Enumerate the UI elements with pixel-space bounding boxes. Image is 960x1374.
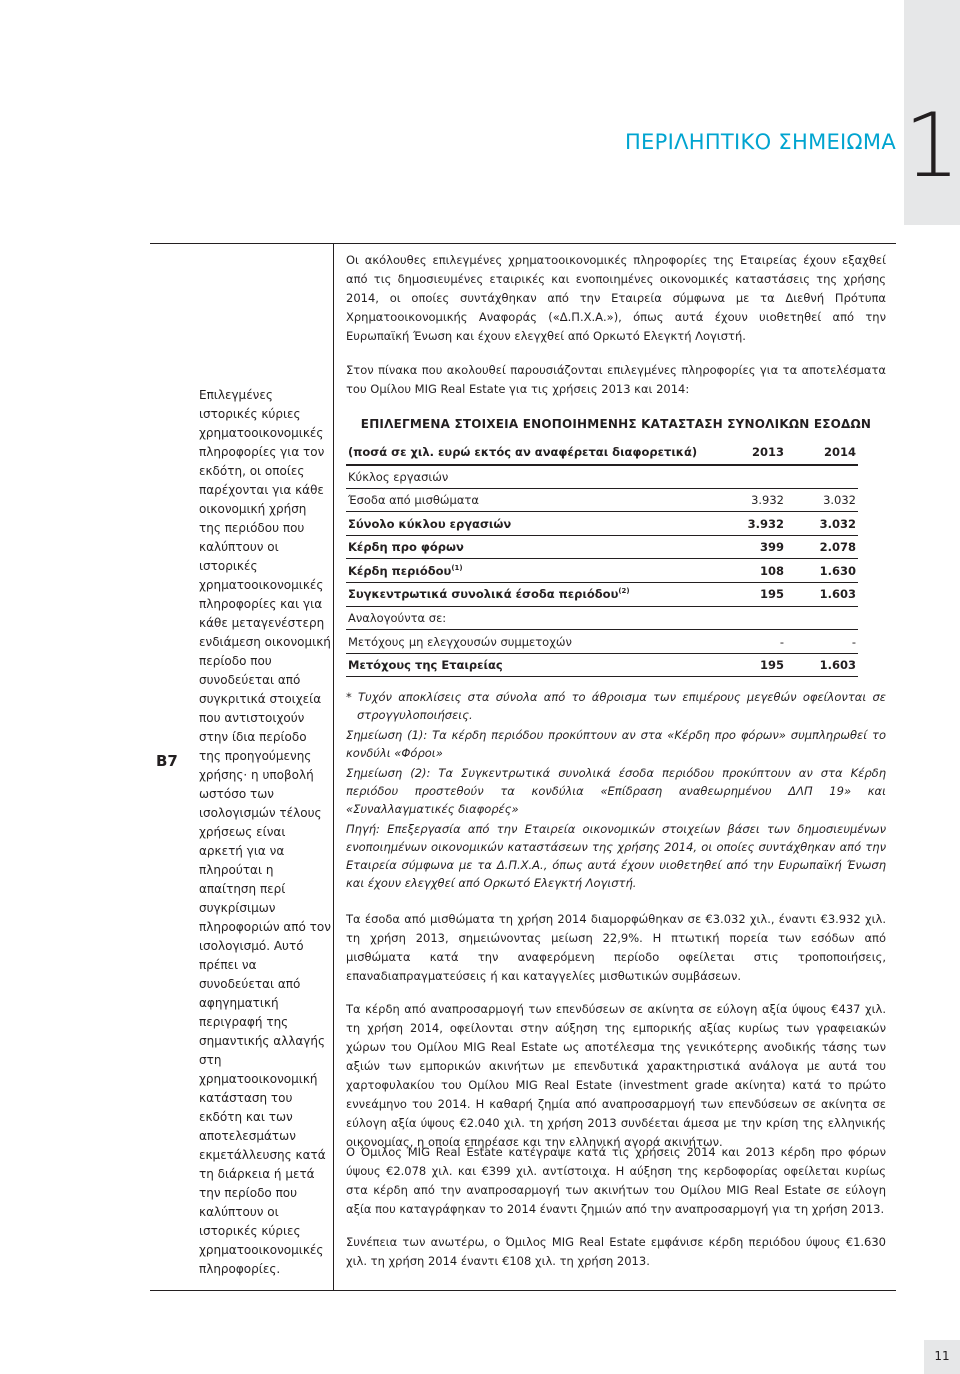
header-year-2014: 2014 [786, 441, 858, 465]
section-code: B7 [156, 752, 178, 770]
page-title: ΠΕΡΙΛΗΠΤΙΚΟ ΣΗΜΕΙΩΜΑ [624, 130, 896, 154]
row-value-2013: - [706, 630, 786, 654]
row-label: Μετόχους της Εταιρείας [346, 653, 706, 677]
row-label: Κέρδη προ φόρων [346, 535, 706, 559]
row-value-2013: 195 [706, 653, 786, 677]
top-rule [150, 243, 896, 244]
table-title: ΕΠΙΛΕΓΜΕΝΑ ΣΤΟΙΧΕΙΑ ΕΝΟΠΟΙΗΜΕΝΗΣ ΚΑΤΑΣΤΑΣΗ ΣΥΝΟΛΙΚΩΝ ΕΣΟΔΩΝ [360, 417, 872, 431]
row-label: Σύνολο κύκλου εργασιών [346, 512, 706, 536]
row-value-2013 [706, 606, 786, 630]
row-label: Μετόχους μη ελεγχουσών συμμετοχών [346, 630, 706, 654]
table-row [346, 606, 858, 630]
intro-paragraph-2: Στον πίνακα που ακολουθεί παρουσιάζονται επιλεγμένες πληροφορίες για τα αποτελέσματα του Ομίλου MIG Real Estate για τις χρήσεις 2013 και 2014: [346, 363, 886, 396]
row-value-2014 [786, 606, 858, 630]
table-notes [346, 688, 886, 894]
row-value-2013: 195 [706, 583, 786, 607]
row-value-2013: 108 [706, 559, 786, 583]
row-value-2014 [786, 465, 858, 489]
row-label: Κέρδη περιόδου$^{(1)}$ [346, 559, 706, 583]
bottom-rule [150, 1290, 896, 1291]
row-value-2013 [706, 465, 786, 489]
body-paragraph-2: Τα κέρδη από αναπροσαρμογή των επενδύσεων σε ακίνητα σε εύλογη αξία ύψους €437 χιλ. τη χρήση 2014, οφείλονται στην αύξηση της εμπορικής αξίας κυρίως των γραφειακών χώρων του Ομίλου MIG Real Estate ως αποτέλεσμα της γενικότερης ανοδικής τάσης των αξιών των εμπορικών ακινήτων με επενδυτικά χαρακτηριστικά ανάλογα με αυτά του χαρτοφυλακίου του Ομίλου MIG Real Estate (investment grade ακίνητα) κατά το πρώτο εννεάμηνο του 2014. Η καθαρή ζημία από αναπροσαρμογή των επενδύσεων σε ακίνητα σε εύλογη αξία ύψους €2.040 χιλ. τη χρήση 2013 συνδέεται άμεσα με την κρίση της ελληνικής οικονομίας, η οποία επηρέασε και την ελληνική αγορά ακινήτων. [346, 1002, 886, 1149]
table-row [346, 630, 858, 654]
body-paragraph-4: Συνέπεια των ανωτέρω, ο Όμιλος MIG Real Estate εμφάνισε κέρδη περιόδου ύψους €1.630 χιλ. τη χρήση 2014 έναντι €108 χιλ. τη χρήση 2013. [346, 1235, 886, 1268]
row-value-2014: 3.032 [786, 488, 858, 512]
table-row [346, 488, 858, 512]
row-value-2014: 1.603 [786, 583, 858, 607]
row-label: Αναλογούντα σε: [346, 606, 706, 630]
row-value-2013: 3.932 [706, 488, 786, 512]
row-value-2013: 3.932 [706, 512, 786, 536]
row-value-2014: - [786, 630, 858, 654]
note-2: Σημείωση (2): Τα Συγκεντρωτικά συνολικά έσοδα περιόδου προκύπτουν αν στα Κέρδη περιόδου προστεθούν τα κονδύλια «Επίδραση αναθεωρημένου ΔΛΠ 19» και «Συναλλαγματικές διαφορές» [346, 766, 886, 816]
row-value-2014: 3.032 [786, 512, 858, 536]
table-row [346, 653, 858, 677]
table-row [346, 535, 858, 559]
source-note: Πηγή: Επεξεργασία από την Εταιρεία οικονομικών στοιχείων βάσει των δημοσιευμένων ενοποιημένων οικονομικών καταστάσεων της χρήσης 2014, οι οποίες συντάχθηκαν από την Εταιρεία σύμφωνα με τα Δ.Π.Χ.Α., όπως αυτά έχουν υιοθετηθεί από την Ευρωπαϊκή Ένωση και έχουν ελεγχθεί από Ορκωτό Ελεγκτή Λογιστή. [346, 822, 886, 890]
row-value-2014: 1.603 [786, 653, 858, 677]
header-year-2013: 2013 [706, 441, 786, 465]
table-row [346, 512, 858, 536]
table-row [346, 559, 858, 583]
body-paragraph-3: Ο Όμιλος MIG Real Estate κατέγραψε κατά τις χρήσεις 2014 και 2013 κέρδη προ φόρων ύψους €2.078 χιλ. και €399 χιλ. αντίστοιχα. Η αύξηση της κερδοφορίας οφείλεται κυρίως στα κέρδη από την αναπροσαρμογή των ακινήτων του Ομίλου MIG Real Estate σε εύλογη αξία που καταγράφηκαν το 2014 έναντι ζημιών από την αναπροσαρμογή για τη χρήση 2013. [346, 1145, 886, 1216]
row-label: Συγκεντρωτικά συνολικά έσοδα περιόδου$^{(2)}$ [346, 583, 706, 607]
header-label: (ποσά σε χιλ. ευρώ εκτός αν αναφέρεται διαφορετικά) [346, 441, 706, 465]
row-value-2014: 1.630 [786, 559, 858, 583]
table-header-row [346, 441, 858, 465]
row-value-2013: 399 [706, 535, 786, 559]
row-label: Έσοδα από μισθώματα [346, 488, 706, 512]
body-paragraph-1: Τα έσοδα από μισθώματα τη χρήση 2014 διαμορφώθηκαν σε €3.032 χιλ., έναντι €3.932 χιλ. τη χρήση 2013, σημειώνοντας μείωση 22,9%. Η πτωτική πορεία των εσόδων από μισθώματα κατά την αναφερόμενη περίοδο οφείλεται στις τροποποιήσεις, επαναδιαπραγματεύσεις ή και καταγγελίες μισθωτικών συμβάσεων. [346, 912, 886, 983]
chapter-number: 1 [904, 94, 960, 197]
table-row [346, 583, 858, 607]
note-1: Σημείωση (1): Τα κέρδη περιόδου προκύπτουν αν στα «Κέρδη προ φόρων» συμπληρωθεί το κονδύλι «Φόροι» [346, 728, 886, 760]
column-divider [333, 244, 334, 1290]
rounding-note: * Τυχόν αποκλίσεις στα σύνολα από το άθροισμα των επιμέρους μεγεθών οφείλονται σε στρογγυλοποιήσεις. [346, 690, 886, 722]
financial-table [346, 441, 858, 677]
row-label: Κύκλος εργασιών [346, 465, 706, 489]
page-number: 11 [934, 1349, 950, 1363]
section-description: Επιλεγμένες ιστορικές κύριες χρηματοοικονομικές πληροφορίες για τον εκδότη, οι οποίες παρέχονται για κάθε οικονομική χρήση της περιόδου που καλύπτουν οι ιστορικές χρηματοοικονομικές πληροφορίες και για κάθε μεταγενέστερη ενδιάμεση οικονομική περίοδο που συνοδεύεται από συγκριτικά στοιχεία που αντιστοιχούν στην ίδια περίοδο της προηγούμενης χρήσης· η υποβολή ωστόσο των ισολογισμών τέλους χρήσεως είναι αρκετή για να πληρούται η απαίτηση περί συγκρίσιμων πληροφοριών από τον ισολογισμό. Αυτό πρέπει να συνοδεύεται από αφηγηματική περιγραφή της σημαντικής αλλαγής στη χρηματοοικονομική κατάσταση του εκδότη και των αποτελεσμάτων εκμετάλλευσης κατά τη διάρκεια ή μετά την περίοδο που καλύπτουν οι ιστορικές κύριες χρηματοοικονομικές πληροφορίες. [199, 388, 331, 1276]
row-value-2014: 2.078 [786, 535, 858, 559]
table-row [346, 465, 858, 489]
intro-paragraph-1: Οι ακόλουθες επιλεγμένες χρηματοοικονομικές πληροφορίες της Εταιρείας έχουν εξαχθεί από τις δημοσιευμένες εταιρικές και ενοποιημένες οικονομικές καταστάσεις της χρήσης 2014, οι οποίες συντάχθηκαν από την Εταιρεία σύμφωνα με τα Διεθνή Πρότυπα Χρηματοοικονομικής Αναφοράς («Δ.Π.Χ.Α.»), όπως αυτά έχουν υιοθετηθεί από την Ευρωπαϊκή Ένωση και έχουν ελεγχθεί από Ορκωτό Ελεγκτή Λογιστή. [346, 253, 886, 343]
